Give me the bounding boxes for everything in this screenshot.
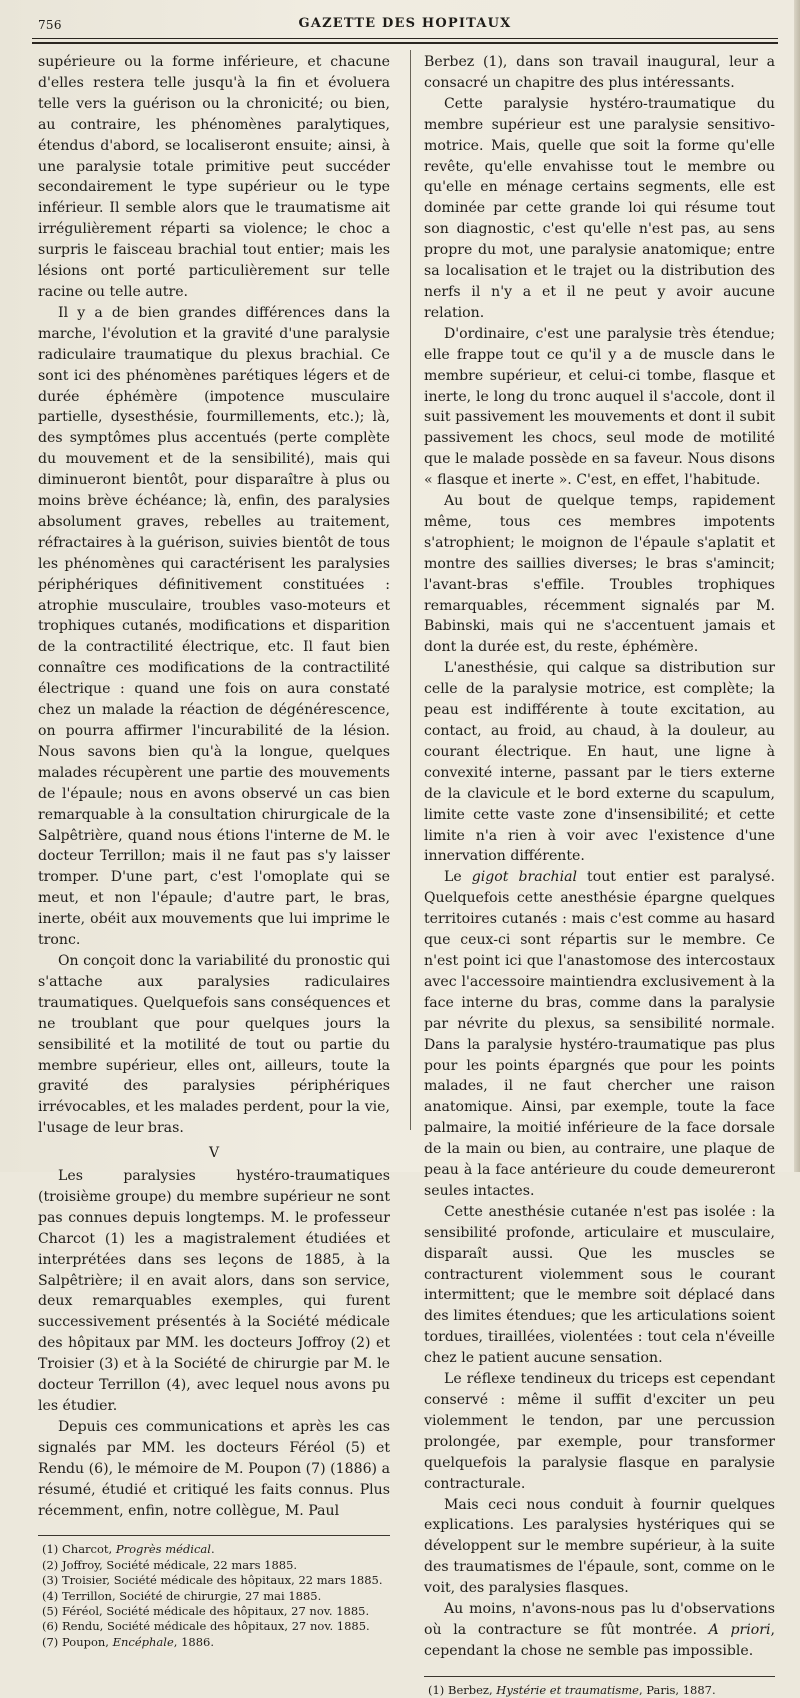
footnote-text: Troisier, Société médicale des hôpitaux, 22 mars 1885.: [62, 1573, 383, 1588]
footnote-number: (6): [42, 1619, 59, 1634]
paragraph: Il y a de bien grandes différences dans la marche, l'évolution et la gravité d'une paralysie radiculaire traumatique du plexus brachial. Ce sont ici des phénomènes parétiques légers et de durée éphémère (impotence musculaire partielle, dysesthésie, fourmillements, etc.); là, des symptômes plus accentués (perte complète du mouvement et de la sensibilité), mais qui diminueront bientôt, pour disparaître à plus ou moins brève échéance; là, enfin, des paralysies absolument graves, rebelles au traitement, réfractaires à la guérison, suivies bientôt de tous les phénomènes qui caractérisent les paralysies périphériques définitivement constituées : atrophie musculaire, troubles vaso-moteurs et trophiques cutanés, modifications et disparition de la contractilité électrique, etc. Il faut bien connaître ces modifications de la contractilité électrique : quand une fois on aura constaté chez un malade la réaction de dégénérescence, on pourra affirmer l'incurabilité de la lésion. Nous savons bien qu'à la longue, quelques malades récupèrent une partie des mouvements de l'épaule; nous en avons observé un cas bien remarquable à la consultation chirurgicale de la Salpêtrière, quand nous étions l'interne de M. le docteur Terrillon; mais il ne faut pas s'y laisser tromper. D'une part, c'est l'omoplate qui se meut, et non l'épaule; d'autre part, le bras, inerte, obéit aux mouvements que lui imprime le tronc.: [38, 304, 390, 949]
paragraph: L'anesthésie, qui calque sa distribution sur celle de la paralysie motrice, est complète; la peau est indifférente à toute excitation, au contact, au froid, au chaud, à la douleur, au courant électrique. En haut, une ligne à convexité interne, passant par le tiers externe de la clavicule et le bord externe du scapulum, limite cette vaste zone d'insensibilité; et cette limite n'a rien à voir avec l'existence d'une innervation différente.: [424, 660, 775, 865]
paragraph: Berbez (1), dans son travail inaugural, leur a consacré un chapitre des plus intéressants.: [424, 54, 775, 91]
right-column: [424, 52, 775, 1698]
footnote-rule: [38, 1535, 390, 1536]
footnote-number: (1): [42, 1542, 59, 1557]
page-number: 756: [38, 18, 62, 32]
paragraph: [424, 867, 775, 1202]
footnote-text: .: [210, 1542, 215, 1557]
footnotes: [38, 1542, 390, 1650]
footnote-title: Hystérie et traumatisme: [496, 1682, 639, 1697]
footnote-text: Joffroy, Société médicale, 22 mars 1885.: [62, 1557, 298, 1572]
paragraph-text: Au moins, n'avons-nous pas lu d'observations où la contracture se fût montrée.: [424, 1601, 775, 1638]
footnote-text: Charcot,: [62, 1542, 116, 1557]
footnote-number: (4): [42, 1588, 59, 1603]
footnote-text: , Paris, 1887.: [638, 1682, 716, 1697]
paragraph: Cette anesthésie cutanée n'est pas isolée : la sensibilité profonde, articulaire et musculaire, disparaît aussi. Que les muscles se contracturent violemment sous le courant intermittent; que le membre soit déplacé dans des limites étendues; que les articulations soient tordues, tiraillées, violentées : tout cela n'éveille chez le patient aucune sensation.: [424, 1203, 775, 1367]
column-divider: [410, 50, 411, 1130]
paragraph-text: Le: [444, 869, 472, 886]
footnote: [38, 1619, 390, 1634]
footnote-text: Terrillon, Société de chirurgie, 27 mai 1885.: [62, 1588, 322, 1603]
footnote-text: Berbez,: [448, 1682, 497, 1697]
paragraph: supérieure ou la forme inférieure, et chacune d'elles restera telle jusqu'à la fin et évoluera telle vers la guérison ou la chronicité; ou bien, au contraire, les phénomènes paralytiques, étendus d'abord, se localiseront ensuite; ainsi, à une paralysie totale primitive peut succéder secondairement le type supérieur ou le type inférieur. Il semble alors que le traumatisme ait irrégulièrement réparti sa violence; le choc a surpris le faisceau brachial tout entier; mais les lésions ont porté particulièrement sur telle racine ou telle autre.: [38, 54, 390, 300]
paragraph-text: tout entier est paralysé. Quelquefois cette anesthésie épargne quelques territoires cutanés : mais c'est comme au hasard que ceux-ci sont répartis sur le membre. Ce n'est point ici que l'anastomose des intercostaux avec l'accessoire maintiendra exclusivement à la face interne du bras, comme dans la paralysie par névrite du plexus, sa sensibilité normale. Dans la paralysie hystéro-traumatique pas plus pour les points épargnés que pour les points malades, il ne faut chercher une raison anatomique. Ainsi, par exemple, toute la face palmaire, la moitié inférieure de la face dorsale de la main ou bien, au contraire, une plaque de peau à la face antérieure du coude demeureront seules intactes.: [424, 869, 775, 1199]
paragraph: [424, 1599, 775, 1662]
paragraph: Depuis ces communications et après les cas signalés par MM. les docteurs Féréol (5) et Rendu (6), le mémoire de M. Poupon (7) (1886) a résumé, étudié et critiqué les faits connus. Plus récemment, enfin, notre collègue, M. Paul: [38, 1418, 390, 1519]
left-column: [38, 52, 390, 1650]
footnote-number: (5): [42, 1604, 59, 1619]
running-title: GAZETTE DES HOPITAUX: [298, 16, 512, 31]
footnote-text: Poupon,: [62, 1634, 113, 1649]
footnote-number: (1): [428, 1682, 445, 1697]
footnotes: [424, 1683, 775, 1698]
paragraph: Au bout de quelque temps, rapidement même, tous ces membres impotents s'atrophient; le moignon de l'épaule s'aplatit et montre des saillies diverses; le bras s'amincit; l'avant-bras s'effile. Troubles trophiques remarquables, récemment signalés par M. Babinski, mais qui ne s'accentuent jamais et dont la durée est, du reste, éphémère.: [424, 493, 775, 656]
paragraph: D'ordinaire, c'est une paralysie très étendue; elle frappe tout ce qu'il y a de muscle dans le membre supérieur, et celui-ci tombe, flasque et inerte, le long du tronc auquel il s'accole, dont il suit passivement les mouvements et dont il subit passivement les chocs, seul mode de motilité que le malade possède en sa faveur. Nous disons « flasque et inerte ». C'est, en effet, l'habitude.: [424, 325, 775, 489]
header-rule: [32, 38, 778, 39]
footnote-text: Rendu, Société médicale des hôpitaux, 27 nov. 1885.: [62, 1619, 370, 1634]
footnote: [38, 1589, 390, 1604]
header-rule-thick: [32, 42, 778, 44]
section-heading: V: [208, 1145, 220, 1162]
paragraph: On conçoit donc la variabilité du pronostic qui s'attache aux paralysies radiculaires traumatiques. Quelquefois sans conséquences et ne troublant que pour quelques jours la sensibilité et la motilité de tout ou partie du membre supérieur, elles ont, ailleurs, toute la gravité des paralysies périphériques irrévocables, et les malades perdent, pour la vie, l'usage de leur bras.: [38, 952, 390, 1137]
footnote: [424, 1683, 775, 1698]
page-header: [30, 12, 780, 38]
footnote-title: Encéphale: [112, 1634, 174, 1649]
footnote: [38, 1573, 390, 1588]
footnote: [38, 1542, 390, 1557]
footnote-title: Progrès médical: [115, 1542, 211, 1557]
paragraph: Mais ceci nous conduit à fournir quelques explications. Les paralysies hystériques qui se développent sur le membre supérieur, à la suite des traumatismes de l'épaule, sont, comme on le voit, des paralysies flasques.: [424, 1496, 775, 1597]
footnote-rule: [424, 1676, 775, 1677]
footnote-text: , 1886.: [173, 1634, 214, 1649]
footnote: [38, 1604, 390, 1619]
footnote: [38, 1558, 390, 1573]
paragraph: Les paralysies hystéro-traumatiques (troisième groupe) du membre supérieur ne sont pas connues depuis longtemps. M. le professeur Charcot (1) les a magistralement étudiées et interprétées dans ses leçons de 1885, à la Salpêtrière; il en avait alors, dans son service, deux remarquables exemples, qui furent successivement présentés à la Société médicale des hôpitaux par MM. les docteurs Joffroy (2) et Troisier (3) et à la Société de chirurgie par M. le docteur Terrillon (4), avec lequel nous avons pu les étudier.: [38, 1168, 390, 1414]
paragraph: Le réflexe tendineux du triceps est cependant conservé : même il suffit d'exciter un peu violemment le tendon, par une percussion prolongée, par exemple, pour transformer quelquefois la paralysie flasque en paralysie contracturale.: [424, 1371, 775, 1492]
footnote-number: (7): [42, 1634, 59, 1649]
page-edge: [794, 0, 800, 1172]
footnote-number: (2): [42, 1557, 59, 1572]
paragraph: Cette paralysie hystéro-traumatique du membre supérieur est une paralysie sensitivo-motrice. Mais, quelle que soit la forme qu'elle revête, qu'elle envahisse tout le membre ou qu'elle en ménage certains segments, elle est dominée par cette grande loi qui résume tout son diagnostic, c'est qu'elle n'est pas, au sens propre du mot, une paralysie anatomique; entre sa localisation et le trajet ou la distribution des nerfs il n'y a et il ne peut y avoir aucune relation.: [424, 95, 775, 321]
paragraph-text: , cependant la chose ne semble pas impossible.: [424, 1621, 776, 1659]
footnote-text: Féréol, Société médicale des hôpitaux, 27 nov. 1885.: [62, 1604, 370, 1619]
footnote-number: (3): [42, 1573, 59, 1588]
italic-term: A priori: [708, 1621, 771, 1638]
footnote: [38, 1635, 390, 1650]
italic-term: gigot brachial: [471, 869, 578, 886]
